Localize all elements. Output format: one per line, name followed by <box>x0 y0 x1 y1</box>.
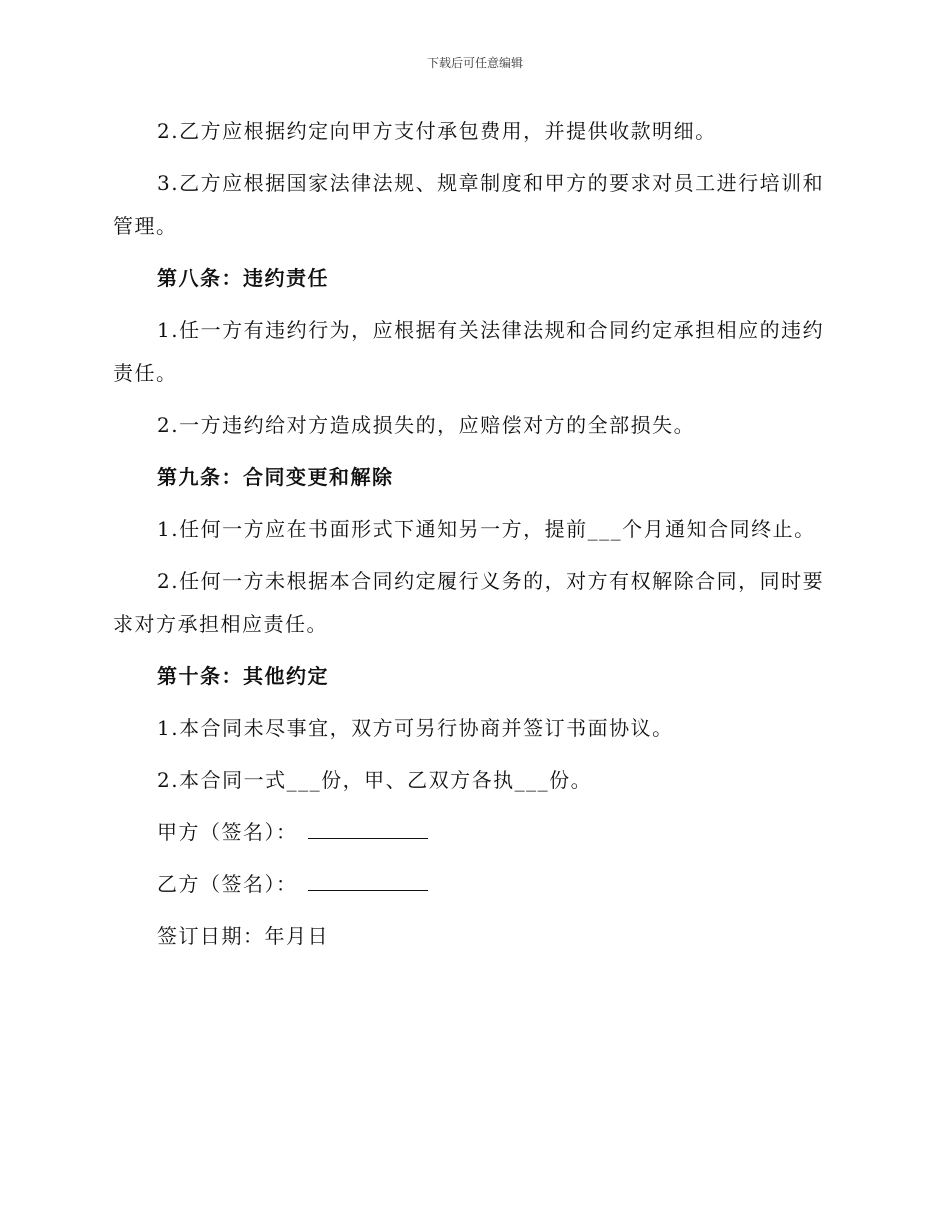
clause-8-item-2: 2.一方违约给对方造成损失的，应赔偿对方的全部损失。 <box>157 413 696 437</box>
party-b-label: 乙方（签名）： <box>157 872 298 896</box>
document-body <box>113 110 825 967</box>
clause-7-item-2: 2.乙方应根据约定向甲方支付承包费用，并提供收款明细。 <box>157 119 717 143</box>
clause-10-item-2: 2.本合同一式___份，甲、乙双方各执___份。 <box>157 768 593 792</box>
clause-10-item-1: 1.本合同未尽事宜，双方可另行协商并签订书面协议。 <box>157 716 674 740</box>
sign-date: 签订日期：年月日 <box>157 924 329 948</box>
party-a-signature-line <box>113 811 825 854</box>
clause-10-heading: 第十条：其他约定 <box>157 664 329 688</box>
clause-7-item-3: 3.乙方应根据国家法律法规、规章制度和甲方的要求对员工进行培训和管理。 <box>113 171 825 238</box>
clause-9-item-2: 2.任何一方未根据本合同约定履行义务的，对方有权解除合同，同时要求对方承担相应责任。 <box>113 569 825 636</box>
clause-9-heading: 第九条：合同变更和解除 <box>157 465 394 489</box>
clause-9-item-1: 1.任何一方应在书面形式下通知另一方，提前___个月通知合同终止。 <box>157 517 816 541</box>
party-a-label: 甲方（签名）： <box>157 820 298 844</box>
party-b-signature-blank <box>308 866 428 891</box>
party-a-signature-blank <box>308 814 428 839</box>
clause-8-item-1: 1.任一方有违约行为，应根据有关法律法规和合同约定承担相应的违约责任。 <box>113 318 825 385</box>
header-note: 下载后可任意编辑 <box>426 56 523 70</box>
clause-8-heading: 第八条：违约责任 <box>157 266 329 290</box>
party-b-signature-line <box>113 863 825 906</box>
